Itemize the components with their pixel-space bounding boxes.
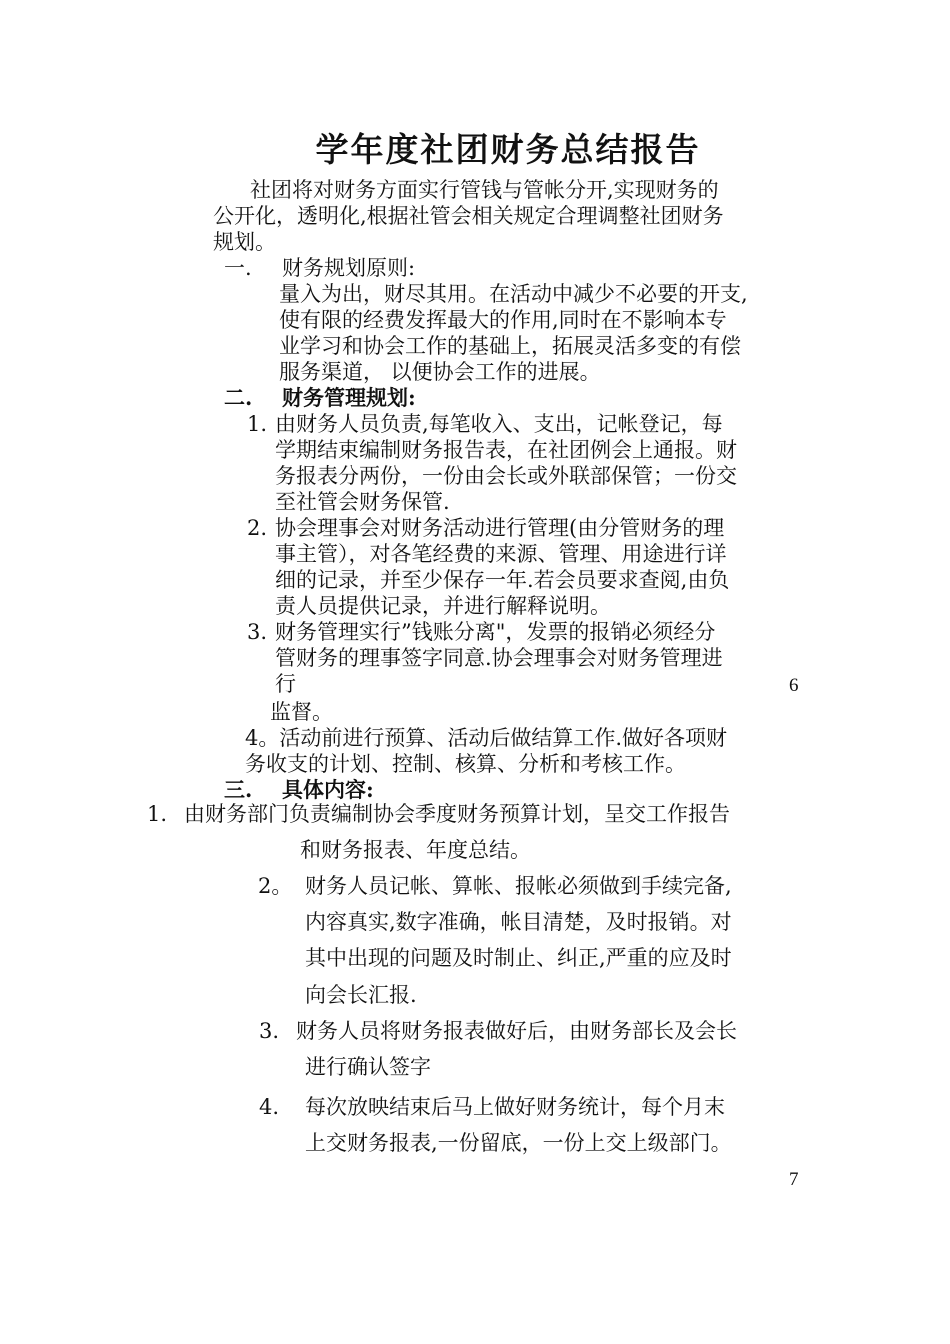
list-item-number: 2. bbox=[247, 516, 268, 540]
list-item-line: 其中出现的问题及时制止、纠正,严重的应及时 bbox=[305, 946, 732, 970]
section-1-number: 一. bbox=[224, 256, 252, 280]
document-title: 学年度社团财务总结报告 bbox=[315, 130, 701, 169]
list-item-line: 管财务的理事签字同意.协会理事会对财务管理进 bbox=[275, 646, 723, 670]
list-item-line: 务收支的计划、控制、核算、分析和考核工作。 bbox=[245, 752, 686, 776]
list-item-line: 至社管会财务保管. bbox=[275, 490, 450, 514]
continuation-line: 监督。 bbox=[270, 700, 333, 724]
section-1-line: 量入为出，财尽其用。在活动中减少不必要的开支, bbox=[279, 282, 748, 306]
page-number: 6 bbox=[789, 675, 799, 696]
section-3-heading: 具体内容: bbox=[282, 777, 374, 802]
list-item-line: 由财务人员负责,每笔收入、支出，记帐登记，每 bbox=[275, 412, 723, 436]
list-item-line: 4。活动前进行预算、活动后做结算工作.做好各项财 bbox=[245, 726, 728, 750]
list-item-number: 3. bbox=[247, 620, 268, 644]
list-item-number: 2。 bbox=[258, 874, 293, 898]
list-item-line: 上交财务报表,一份留底，一份上交上级部门。 bbox=[305, 1131, 732, 1155]
section-1-line: 服务渠道， 以便协会工作的进展。 bbox=[279, 360, 601, 384]
list-item-line: 协会理事会对财务活动进行管理(由分管财务的理 bbox=[275, 516, 725, 540]
list-item-line: 内容真实,数字准确，帐目清楚，及时报销。对 bbox=[305, 910, 732, 934]
list-item-line: 和财务报表、年度总结。 bbox=[300, 838, 531, 862]
list-item-line: 财务管理实行”钱账分离"，发票的报销必须经分 bbox=[275, 620, 716, 644]
list-item-line: 责人员提供记录，并进行解释说明。 bbox=[275, 594, 611, 618]
list-item-number: 4. bbox=[259, 1095, 280, 1119]
intro-line: 社团将对财务方面实行管钱与管帐分开,实现财务的 bbox=[250, 178, 719, 202]
section-1-heading: 财务规划原则: bbox=[282, 256, 416, 280]
page-number: 7 bbox=[789, 1169, 799, 1190]
list-item-number: 3. bbox=[259, 1019, 280, 1043]
list-item-line: 每次放映结束后马上做好财务统计，每个月末 bbox=[305, 1095, 725, 1119]
intro-line: 规划。 bbox=[213, 230, 276, 254]
section-2-number: 二. bbox=[224, 385, 253, 410]
intro-line: 公开化，透明化,根据社管会相关规定合理调整社团财务 bbox=[213, 204, 724, 228]
list-item-line: 务报表分两份，一份由会长或外联部保管；一份交 bbox=[275, 464, 737, 488]
list-item-line: 财务人员将财务报表做好后，由财务部长及会长 bbox=[296, 1019, 737, 1043]
list-item-line: 学期结束编制财务报告表，在社团例会上通报。财 bbox=[275, 438, 737, 462]
list-item-line: 事主管），对各笔经费的来源、管理、用途进行详 bbox=[275, 542, 727, 566]
list-item-line: 行 bbox=[275, 672, 296, 696]
list-item-line: 向会长汇报. bbox=[305, 983, 417, 1007]
list-item-line: 财务人员记帐、算帐、报帐必须做到手续完备, bbox=[305, 874, 732, 898]
section-1-line: 业学习和协会工作的基础上，拓展灵活多变的有偿 bbox=[279, 334, 741, 358]
list-item-line: 进行确认签字 bbox=[305, 1055, 431, 1079]
section-3-number: 三. bbox=[224, 777, 253, 802]
list-item-line: 由财务部门负责编制协会季度财务预算计划，呈交工作报告 bbox=[184, 802, 730, 826]
list-item-number: 1. bbox=[147, 802, 168, 826]
section-2-heading: 财务管理规划: bbox=[282, 385, 416, 410]
section-1-line: 使有限的经费发挥最大的作用,同时在不影响本专 bbox=[279, 308, 727, 332]
list-item-number: 1. bbox=[247, 412, 268, 436]
list-item-line: 细的记录，并至少保存一年.若会员要求查阅,由负 bbox=[275, 568, 730, 592]
